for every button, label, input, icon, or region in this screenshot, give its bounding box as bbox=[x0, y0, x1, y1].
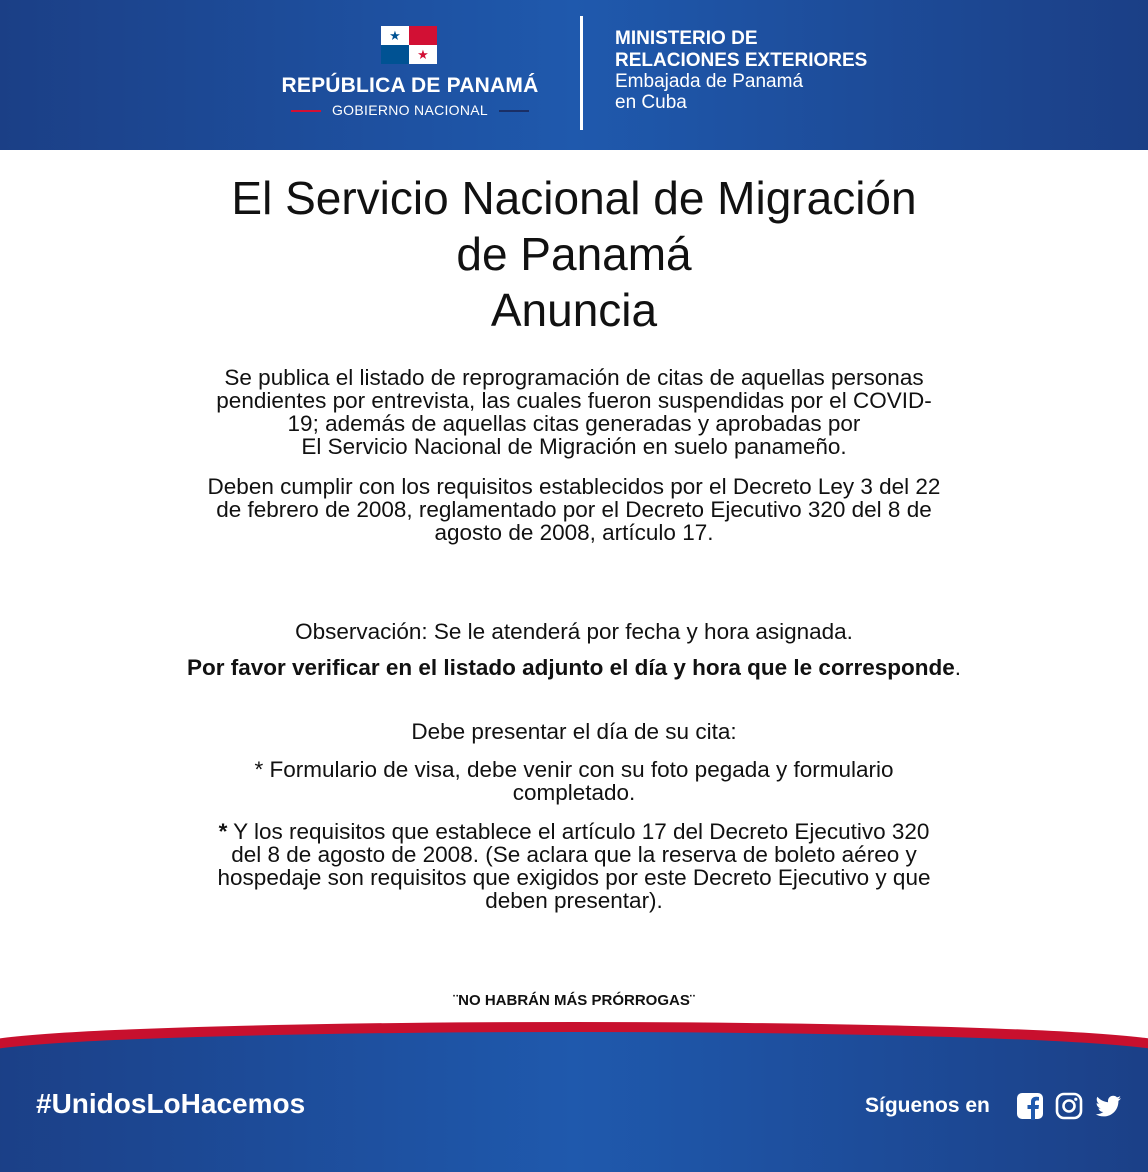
text-line: del 8 de agosto de 2008. (Se aclara que la reserva de boleto aéreo y bbox=[231, 842, 917, 867]
text-line: pendientes por entrevista, las cuales fueron suspendidas por el COVID- bbox=[216, 388, 932, 413]
present-heading: Debe presentar el día de su cita: bbox=[411, 719, 737, 744]
embassy-line2: en Cuba bbox=[615, 92, 687, 113]
text-line: Se publica el listado de reprogramación de citas de aquellas personas bbox=[224, 365, 924, 390]
twitter-icon[interactable] bbox=[1094, 1092, 1122, 1120]
ministry-line1: MINISTERIO DE bbox=[615, 28, 758, 49]
text-line: deben presentar). bbox=[485, 888, 663, 913]
no-extensions-notice: ¨NO HABRÁN MÁS PRÓRROGAS¨ bbox=[453, 992, 695, 1009]
requirement-item-2 bbox=[140, 820, 1008, 912]
bullet-star: * bbox=[218, 819, 228, 844]
text-line: Deben cumplir con los requisitos establecidos por el Decreto Ley 3 del 22 bbox=[207, 474, 941, 499]
announcement-title bbox=[0, 170, 1148, 338]
verify-notice bbox=[140, 656, 1008, 679]
title-line2: de Panamá bbox=[456, 228, 692, 280]
facebook-icon[interactable] bbox=[1016, 1092, 1044, 1120]
text-line: El Servicio Nacional de Migración en suelo panameño. bbox=[301, 434, 847, 459]
follow-us-label: Síguenos en bbox=[865, 1094, 990, 1117]
government-text: GOBIERNO NACIONAL bbox=[331, 102, 489, 118]
title-line1: El Servicio Nacional de Migración bbox=[231, 172, 917, 224]
text-line: agosto de 2008, artículo 17. bbox=[434, 520, 714, 545]
observation-text: Observación: Se le atenderá por fecha y hora asignada. bbox=[295, 619, 853, 644]
text-line: de febrero de 2008, reglamentado por el Decreto Ejecutivo 320 del 8 de bbox=[216, 497, 932, 522]
paragraph-requirements bbox=[140, 475, 1008, 544]
requirement-item-1 bbox=[140, 758, 1008, 804]
text-line: completado. bbox=[512, 780, 636, 805]
instagram-icon[interactable] bbox=[1055, 1092, 1083, 1120]
header-banner bbox=[0, 0, 1148, 150]
country-name: REPÚBLICA DE PANAMÁ bbox=[281, 74, 539, 97]
ministry-line2: RELACIONES EXTERIORES bbox=[615, 50, 868, 71]
text-line: * Formulario de visa, debe venir con su foto pegada y formulario bbox=[254, 757, 894, 782]
paragraph-reprogramming bbox=[140, 366, 1008, 458]
government-label bbox=[260, 100, 560, 120]
hashtag: #UnidosLoHacemos bbox=[36, 1088, 306, 1119]
verify-end: . bbox=[954, 655, 961, 680]
text-line: hospedaje son requisitos que exigidos por este Decreto Ejecutivo y que bbox=[217, 865, 931, 890]
header-divider bbox=[580, 16, 583, 130]
panama-flag-icon: ★ ★ bbox=[381, 26, 437, 64]
verify-bold-text: Por favor verificar en el listado adjunto el día y hora que le corresponde bbox=[187, 655, 955, 680]
embassy-line1: Embajada de Panamá bbox=[615, 71, 804, 92]
text-line: Y los requisitos que establece el artículo 17 del Decreto Ejecutivo 320 bbox=[227, 819, 930, 844]
text-line: 19; además de aquellas citas generadas y aprobadas por bbox=[287, 411, 861, 436]
title-line3: Anuncia bbox=[490, 284, 658, 336]
